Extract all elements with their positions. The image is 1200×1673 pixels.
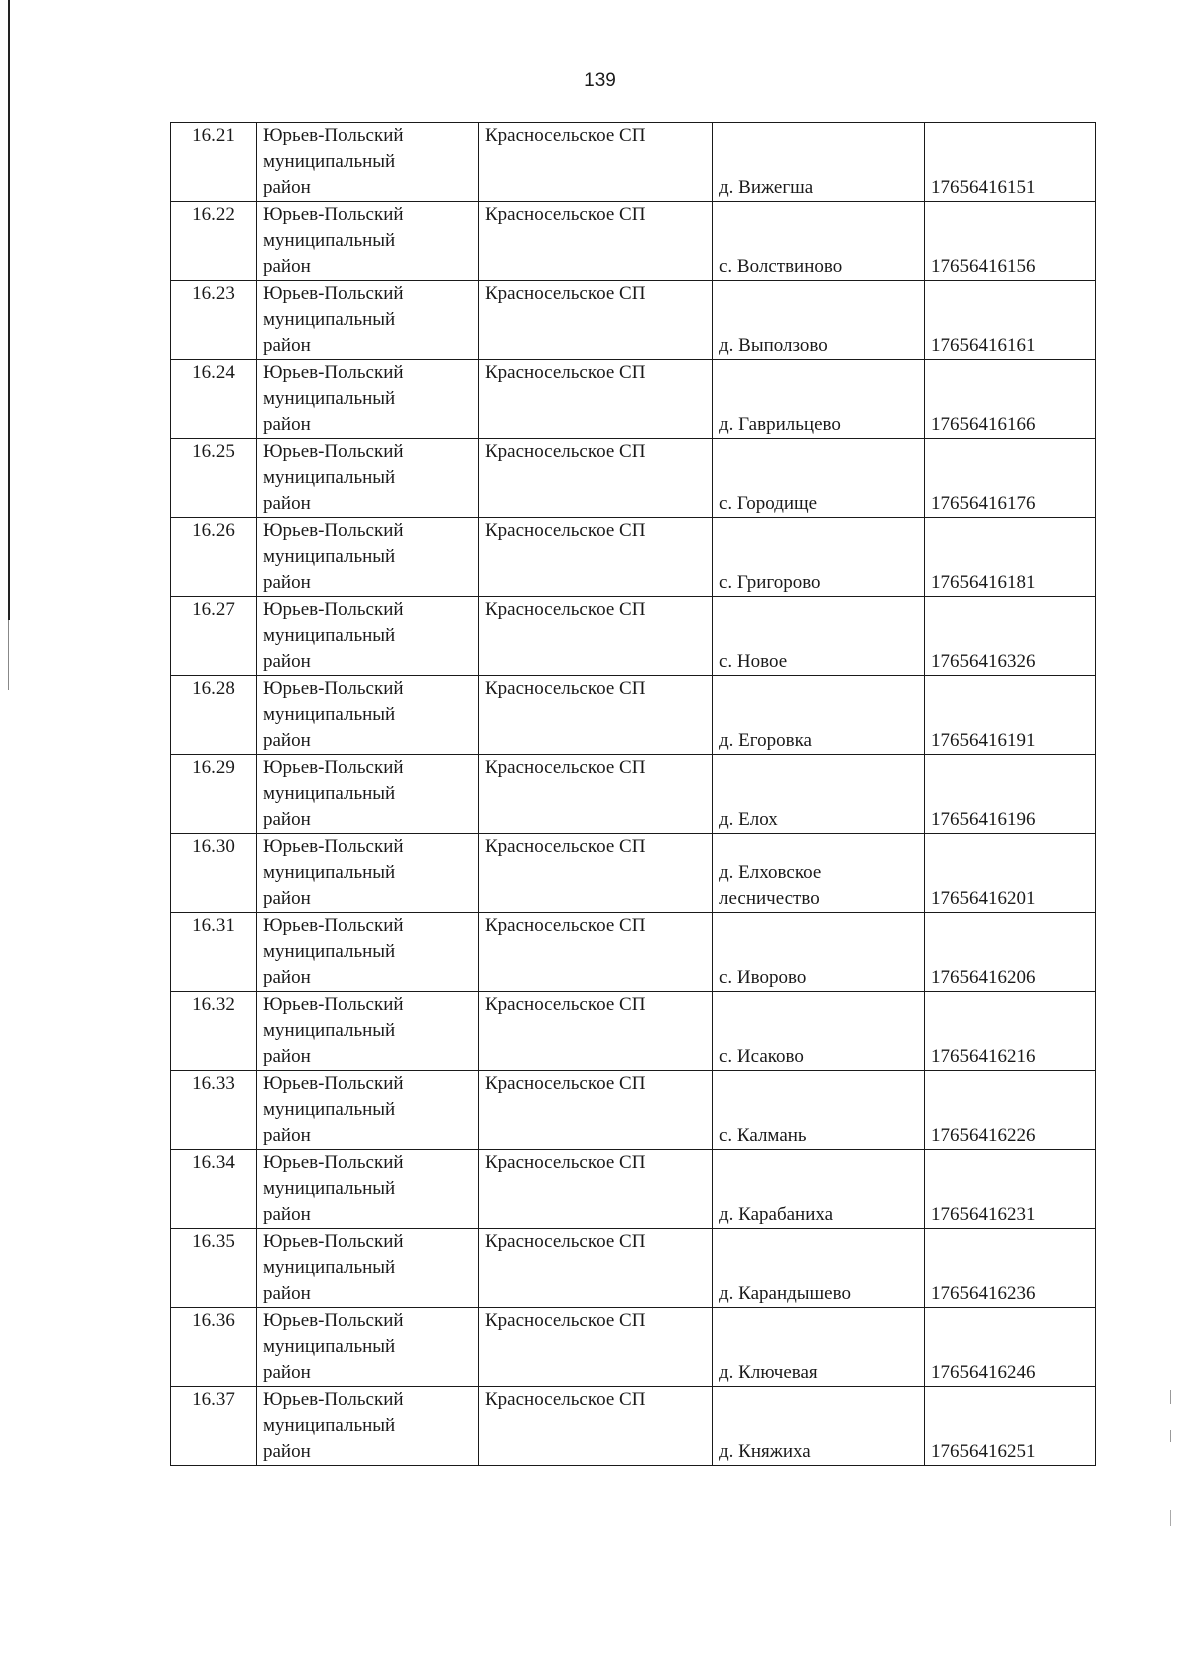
locality-name: с. Исаково	[719, 1046, 804, 1067]
settlement-cell: Красносельское СП	[479, 676, 713, 755]
row-number-cell: 16.33	[171, 1071, 257, 1150]
oktmo-code-cell: 17656416176	[925, 439, 1096, 518]
locality-cell	[713, 518, 925, 597]
oktmo-code-cell: 17656416151	[925, 123, 1096, 202]
district-line: район	[263, 1362, 311, 1383]
settlement-cell: Красносельское СП	[479, 1229, 713, 1308]
district-line: муниципальный	[263, 625, 396, 646]
district-line: район	[263, 177, 311, 198]
table-row	[171, 992, 1096, 1071]
locality-cell	[713, 1071, 925, 1150]
district-line: муниципальный	[263, 1257, 396, 1278]
scan-mark-right-2	[1170, 1430, 1171, 1442]
district-line: район	[263, 1046, 311, 1067]
oktmo-code-cell: 17656416216	[925, 992, 1096, 1071]
row-number-cell: 16.36	[171, 1308, 257, 1387]
district-line: район	[263, 493, 311, 514]
district-cell	[257, 1308, 479, 1387]
locality-name: с. Городище	[719, 493, 818, 514]
district-line: район	[263, 414, 311, 435]
district-cell	[257, 439, 479, 518]
district-line: район	[263, 967, 311, 988]
district-line: Юрьев-Польский	[263, 204, 404, 225]
district-line: муниципальный	[263, 704, 396, 725]
locality-cell	[713, 1229, 925, 1308]
oktmo-code-cell: 17656416236	[925, 1229, 1096, 1308]
locality-cell	[713, 834, 925, 913]
settlement-cell: Красносельское СП	[479, 439, 713, 518]
locality-name: с. Новое	[719, 651, 788, 672]
table-row	[171, 202, 1096, 281]
oktmo-code-cell: 17656416181	[925, 518, 1096, 597]
locality-cell	[713, 202, 925, 281]
district-line: муниципальный	[263, 1415, 396, 1436]
row-number-cell: 16.35	[171, 1229, 257, 1308]
district-line: Юрьев-Польский	[263, 1152, 404, 1173]
district-line: Юрьев-Польский	[263, 678, 404, 699]
table-row	[171, 439, 1096, 518]
row-number-cell: 16.24	[171, 360, 257, 439]
settlements-table	[170, 122, 1096, 1466]
district-line: муниципальный	[263, 467, 396, 488]
oktmo-code-cell: 17656416226	[925, 1071, 1096, 1150]
district-cell	[257, 913, 479, 992]
district-cell	[257, 992, 479, 1071]
locality-name: д. Вижегша	[719, 177, 814, 198]
district-line: Юрьев-Польский	[263, 599, 404, 620]
row-number-cell: 16.21	[171, 123, 257, 202]
district-line: Юрьев-Польский	[263, 836, 404, 857]
scan-mark-right-1	[1170, 1390, 1171, 1404]
district-line: Юрьев-Польский	[263, 915, 404, 936]
district-line: муниципальный	[263, 1099, 396, 1120]
locality-name: д. Карандышево	[719, 1283, 851, 1304]
district-line: Юрьев-Польский	[263, 520, 404, 541]
district-line: район	[263, 1283, 311, 1304]
scan-mark-right-3	[1170, 1510, 1171, 1526]
locality-name: с. Волствиново	[719, 256, 843, 277]
page-number: 139	[584, 70, 616, 91]
district-line: район	[263, 1125, 311, 1146]
district-cell	[257, 518, 479, 597]
row-number-cell: 16.27	[171, 597, 257, 676]
district-line: муниципальный	[263, 1336, 396, 1357]
district-line: район	[263, 809, 311, 830]
table-row	[171, 1308, 1096, 1387]
oktmo-code-cell: 17656416191	[925, 676, 1096, 755]
row-number-cell: 16.23	[171, 281, 257, 360]
district-cell	[257, 834, 479, 913]
locality-cell	[713, 1150, 925, 1229]
oktmo-code-cell: 17656416201	[925, 834, 1096, 913]
locality-name: с. Калмань	[719, 1125, 807, 1146]
district-cell	[257, 123, 479, 202]
row-number-cell: 16.32	[171, 992, 257, 1071]
district-line: муниципальный	[263, 151, 396, 172]
district-line: муниципальный	[263, 546, 396, 567]
settlement-cell: Красносельское СП	[479, 834, 713, 913]
table-row	[171, 1150, 1096, 1229]
table-row	[171, 1387, 1096, 1466]
table-row	[171, 360, 1096, 439]
locality-cell	[713, 281, 925, 360]
district-cell	[257, 202, 479, 281]
locality-cell	[713, 1387, 925, 1466]
locality-name: д. Выползово	[719, 335, 828, 356]
settlement-cell: Красносельское СП	[479, 1308, 713, 1387]
row-number-cell: 16.37	[171, 1387, 257, 1466]
locality-cell	[713, 1308, 925, 1387]
settlement-cell: Красносельское СП	[479, 913, 713, 992]
oktmo-code-cell: 17656416326	[925, 597, 1096, 676]
locality-name: д. Елховское лесничество	[719, 862, 822, 909]
district-line: Юрьев-Польский	[263, 125, 404, 146]
district-line: Юрьев-Польский	[263, 1310, 404, 1331]
oktmo-code-cell: 17656416156	[925, 202, 1096, 281]
settlements-table-body	[171, 123, 1096, 1466]
district-line: район	[263, 572, 311, 593]
locality-cell	[713, 123, 925, 202]
settlement-cell: Красносельское СП	[479, 755, 713, 834]
district-cell	[257, 1150, 479, 1229]
row-number-cell: 16.28	[171, 676, 257, 755]
settlement-cell: Красносельское СП	[479, 202, 713, 281]
table-row	[171, 1071, 1096, 1150]
district-line: район	[263, 256, 311, 277]
district-line: Юрьев-Польский	[263, 1231, 404, 1252]
district-line: Юрьев-Польский	[263, 1389, 404, 1410]
settlement-cell: Красносельское СП	[479, 1150, 713, 1229]
row-number-cell: 16.30	[171, 834, 257, 913]
district-line: район	[263, 730, 311, 751]
district-line: муниципальный	[263, 230, 396, 251]
district-line: Юрьев-Польский	[263, 283, 404, 304]
district-line: Юрьев-Польский	[263, 757, 404, 778]
oktmo-code-cell: 17656416161	[925, 281, 1096, 360]
oktmo-code-cell: 17656416231	[925, 1150, 1096, 1229]
district-line: Юрьев-Польский	[263, 441, 404, 462]
table-row	[171, 597, 1096, 676]
oktmo-code-cell: 17656416206	[925, 913, 1096, 992]
district-cell	[257, 360, 479, 439]
table-row	[171, 676, 1096, 755]
locality-cell	[713, 439, 925, 518]
district-cell	[257, 676, 479, 755]
locality-cell	[713, 360, 925, 439]
district-line: район	[263, 335, 311, 356]
district-line: Юрьев-Польский	[263, 1073, 404, 1094]
district-line: район	[263, 651, 311, 672]
district-line: Юрьев-Польский	[263, 994, 404, 1015]
district-line: муниципальный	[263, 783, 396, 804]
oktmo-code-cell: 17656416166	[925, 360, 1096, 439]
locality-name: д. Гаврильцево	[719, 414, 841, 435]
locality-cell	[713, 992, 925, 1071]
district-line: муниципальный	[263, 1178, 396, 1199]
district-line: район	[263, 888, 311, 909]
table-row	[171, 834, 1096, 913]
oktmo-code-cell: 17656416196	[925, 755, 1096, 834]
locality-name: с. Иворово	[719, 967, 807, 988]
locality-cell	[713, 755, 925, 834]
settlement-cell: Красносельское СП	[479, 1387, 713, 1466]
district-line: район	[263, 1441, 311, 1462]
locality-name: д. Княжиха	[719, 1441, 811, 1462]
district-cell	[257, 1229, 479, 1308]
district-cell	[257, 1387, 479, 1466]
district-line: муниципальный	[263, 1020, 396, 1041]
locality-cell	[713, 676, 925, 755]
district-cell	[257, 597, 479, 676]
scan-edge-line-left	[8, 0, 10, 620]
district-line: район	[263, 1204, 311, 1225]
district-line: Юрьев-Польский	[263, 362, 404, 383]
settlement-cell: Красносельское СП	[479, 281, 713, 360]
locality-name: д. Ключевая	[719, 1362, 818, 1383]
row-number-cell: 16.31	[171, 913, 257, 992]
locality-name: д. Карабаниха	[719, 1204, 834, 1225]
locality-cell	[713, 597, 925, 676]
settlement-cell: Красносельское СП	[479, 1071, 713, 1150]
oktmo-code-cell: 17656416251	[925, 1387, 1096, 1466]
locality-name: д. Егоровка	[719, 730, 812, 751]
district-cell	[257, 755, 479, 834]
table-row	[171, 281, 1096, 360]
row-number-cell: 16.34	[171, 1150, 257, 1229]
scan-edge-line-left-lower	[8, 620, 9, 690]
settlement-cell: Красносельское СП	[479, 597, 713, 676]
table-row	[171, 1229, 1096, 1308]
table-row	[171, 518, 1096, 597]
table-row	[171, 755, 1096, 834]
locality-name: д. Елох	[719, 809, 778, 830]
locality-cell	[713, 913, 925, 992]
row-number-cell: 16.25	[171, 439, 257, 518]
settlement-cell: Красносельское СП	[479, 992, 713, 1071]
row-number-cell: 16.26	[171, 518, 257, 597]
district-line: муниципальный	[263, 309, 396, 330]
district-line: муниципальный	[263, 941, 396, 962]
settlement-cell: Красносельское СП	[479, 518, 713, 597]
row-number-cell: 16.29	[171, 755, 257, 834]
row-number-cell: 16.22	[171, 202, 257, 281]
table-row	[171, 913, 1096, 992]
district-line: муниципальный	[263, 862, 396, 883]
district-cell	[257, 281, 479, 360]
district-line: муниципальный	[263, 388, 396, 409]
oktmo-code-cell: 17656416246	[925, 1308, 1096, 1387]
table-row	[171, 123, 1096, 202]
settlement-cell: Красносельское СП	[479, 360, 713, 439]
district-cell	[257, 1071, 479, 1150]
settlement-cell: Красносельское СП	[479, 123, 713, 202]
locality-name: с. Григорово	[719, 572, 821, 593]
